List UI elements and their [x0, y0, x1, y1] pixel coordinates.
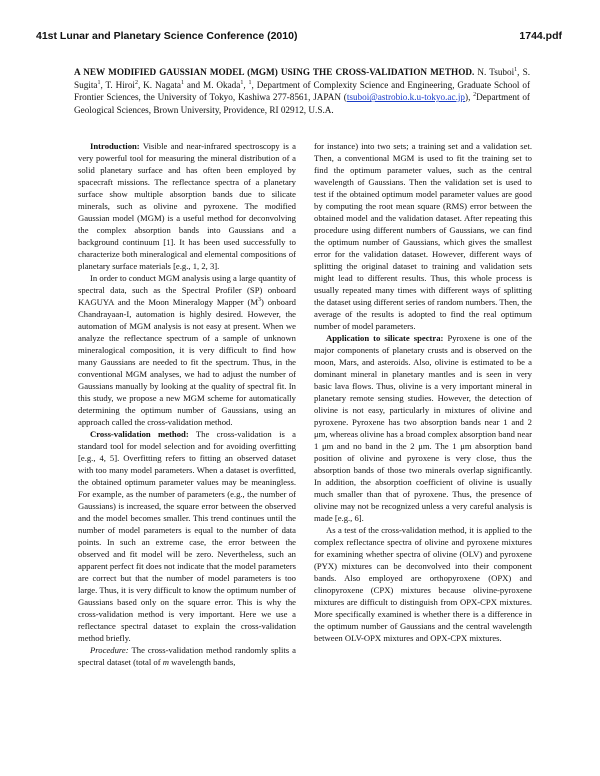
author-hiroi: , T. Hiroi: [100, 79, 135, 90]
section-head-procedure: Procedure:: [90, 645, 129, 655]
affil-sup: 2: [135, 79, 138, 86]
author-okada: and M. Okada: [184, 79, 241, 90]
affiliation-close: ),: [465, 92, 474, 103]
procedure-paragraph: [78, 644, 296, 668]
intro-text-2b: ) onboard Chandrayaan-I, automation is highly desired. However, the automation of MGM analysis is not easy at present. When we analyze the reflectance spectrum of a sample of unknown mineralogical composition, it is very difficult to find how many Gaussians are needed to fit the spectrum. Thus, in the conventional MGM analyses, we had to adjust the number of Gaussians manually by looking at the quality of spectral fit. In this study, we propose a new MGM scheme for automatically determining the optimum number of Gaussians, using an approach called the cross-validation method.: [78, 297, 296, 427]
affil-sup: 1: [248, 79, 252, 86]
author-nagata: , K. Nagata: [138, 79, 181, 90]
right-column: [314, 140, 532, 644]
title-block: [74, 66, 530, 116]
section-head-cross-validation: Cross-validation method:: [90, 429, 189, 439]
affiliation-tokyo: , Department of Complexity Science and Engineering, Graduate School of Frontier Sciences, the University of Tokyo, Kashiwa 277-8561, JAPAN (: [74, 79, 530, 103]
section-head-application: Application to silicate spectra:: [326, 333, 444, 343]
intro-paragraph-1: [78, 140, 296, 272]
paper-title: A NEW MODIFIED GAUSSIAN MODEL (MGM) USING THE CROSS-VALIDATION METHOD.: [74, 67, 475, 77]
affiliation-brown: Department of Geological Sciences, Brown University, Providence, RI 02912, U.S.A.: [74, 92, 530, 115]
procedure-text-a: The cross-validation method randomly splits a spectral dataset (total of: [78, 645, 296, 667]
application-text-1: Pyroxene is one of the major components of planetary crusts and is observed on the moon, Mars, and asteroids. Also, olivine is estimated to be a dominant mineral in planetary mantles and is seen in very basic lava flows. Thus, olivine is a very important mineral in planetary remote sensing studies. However, the detection of olivine is not easy, particularly in mixtures of olivine and pyroxene. Pyroxene has two absorption bands near 1 and 2 μm, whereas olivine has a broad complex absorption band near 1 μm and no band in the 2 μm. The 1 μm absorption band position of olivine and pyroxene is very close, thus the absorption bands of those two minerals overlap significantly. In addition, the absorption coefficient of olivine is usually much smaller than that of pyroxene. Thus, the presence of olivine may not be recognized unless a very careful analysis is made [e.g., 6].: [314, 333, 532, 523]
author-sugita: , S. Sugita: [74, 67, 530, 90]
application-paragraph-2: As a test of the cross-validation method, it is applied to the complex reflectance spectra of olivine and pyroxene mixtures for examining whether spectra of olivine (OLV) and pyroxene (PYX) mixtures can be deconvolved into their component bands. Also employed are orthopyroxene (OPX) and clinopyroxene (CPX) mixtures because olivine-pyroxene mixtures are difficult to distinguish from OPX-CPX mixtures. More specifically examined is whether there is a difference in the optimum number of Gaussians and the central wavelength between OLV-OPX mixtures and OPX-CPX mixtures.: [314, 525, 532, 643]
author-tsuboi: N. Tsuboi: [477, 67, 515, 77]
section-head-introduction: Introduction:: [90, 141, 140, 151]
m3-superscript: 3: [258, 297, 262, 304]
email-link[interactable]: tsuboi@astrobio.k.u-tokyo.ac.jp: [346, 92, 466, 103]
cv-text: The cross-validation is a standard tool for model selection and for avoiding overfitting [e.g., 4, 5]. Overfitting refers to fitting an observed dataset with too many model parameters. When a dataset is overfitted, the obtained optimum parameter values may be meaningless. For example, as the number of parameters (e.g., the number of Gaussians) is increased, the square error between the observed and the model becomes smaller. This trend continues until the number of model parameters is equal to the number of data points. In such an extreme case, the error between the observed and fit model will be zero. Nevertheless, such an apparent perfect fit does not indicate that the model parameters are correct but that the number of model parameters is too large. Thus, it is very difficult to know the optimum number of Gaussians based only on the square error. This is why the cross-validation method is very important. Here we use a reflectance spectral dataset to explain the cross-validation method briefly.: [78, 429, 296, 643]
procedure-continued-paragraph: for instance) into two sets; a training set and a validation set. Then, a conventional MGM is used to fit the training set to find the optimum parameter values, such as the central wavelength of Gaussians. Then the validation set is used to test if the obtained optimum model parameter values are good by computing the root mean square (RMS) error between the obtained model and the validation dataset. After repeating this procedure using different numbers of Gaussians, we can find the optimum number of Gaussians, which gives the smallest error for the validation dataset. However, different ways of splitting the original dataset to training and validation sets might lead to different results. Thus, this whole process is usually repeated many times with different ways of splitting the dataset using different series of random numbers. Then, the average of the results is adopted to find the real optimum number of model parameters.: [314, 141, 532, 331]
affil-sup: 1: [181, 79, 184, 86]
procedure-text-b: wavelength bands,: [169, 657, 236, 667]
document-id: 1744.pdf: [519, 30, 562, 42]
conference-header: 41st Lunar and Planetary Science Conference (2010): [36, 30, 298, 42]
intro-text-1: Visible and near-infrared spectroscopy is a very powerful tool for measuring the mineral distribution of a solid planetary surface and has often been employed by spacecraft missions. The reflectance spectra of a planetary surface show multiple absorption bands due to silicate minerals, such as olivine and pyroxene. The modified Gaussian model (MGM) is a useful method for deconvolving the complex absorption bands into Gaussians and a background continuum [1]. It has been used successfully to characterize both mineralogical and elemental compositions of planetary surface materials [e.g., 1, 2, 3].: [78, 141, 296, 271]
variable-m: m: [162, 657, 170, 667]
affil-sup: 1: [514, 66, 518, 73]
left-column: [78, 140, 296, 668]
cv-paragraph: [78, 428, 296, 644]
affil-sup: 2: [473, 92, 477, 99]
affiliation-marker-sep: ,: [243, 79, 249, 90]
application-paragraph-1: [314, 332, 532, 524]
affil-sup: 1: [97, 79, 101, 86]
intro-paragraph-2: [78, 272, 296, 428]
affil-sup: 1: [240, 79, 244, 86]
intro-text-2a: In order to conduct MGM analysis using a large quantity of spectral data, such as the Spectral Profiler (SP) onboard KAGUYA and the Moon Mineralogy Mapper (M: [78, 273, 296, 307]
